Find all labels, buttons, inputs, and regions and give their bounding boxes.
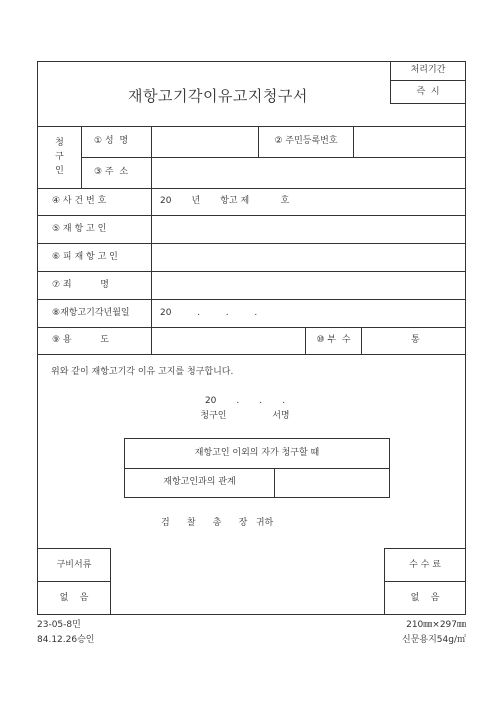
resident-number-label: ② 주민등록번호 [274, 136, 338, 146]
row-line-1 [37, 188, 466, 189]
fee-box-mid [384, 581, 466, 582]
name-label: ① 성 명 [94, 136, 129, 146]
row-line-3 [37, 243, 466, 244]
charge-label: ⑦ 죄 명 [52, 280, 109, 290]
resident-label-right [353, 126, 354, 158]
purpose-label: ⑨ 용 도 [52, 335, 109, 345]
fee-label: 수 수 료 [409, 560, 441, 570]
address-label: ③ 주 소 [94, 167, 129, 177]
docs-box-mid [37, 581, 110, 582]
footer-approval: 84.12.26승인 [37, 635, 95, 645]
copies-unit: 통 [411, 335, 420, 345]
processing-box-mid [390, 80, 466, 81]
claimant-label-char-2: 구 [55, 152, 64, 162]
processing-period-label: 처리기간 [410, 65, 446, 75]
docs-box-top [37, 548, 110, 549]
frame-right [465, 61, 466, 615]
inner-box-right [389, 438, 390, 498]
docs-box-right [110, 548, 111, 615]
claimant-label-char-3: 인 [55, 166, 64, 176]
copies-label: ⑩ 부 수 [316, 335, 351, 345]
inner-box-top [124, 438, 390, 439]
reappellant-label: ⑤ 재 항 고 인 [52, 224, 107, 234]
footer-paper-type: 신문용지54g/㎡ [402, 635, 466, 645]
processing-box-bottom [390, 103, 466, 104]
dismissal-date-value: 20 . . . [160, 308, 258, 318]
inner-box-col [274, 468, 275, 498]
other-requester-heading: 재항고인 이외의 자가 청구할 때 [194, 448, 320, 458]
row-line-2 [37, 215, 466, 216]
name-row-divider [81, 157, 466, 158]
processing-period-value: 즉 시 [416, 87, 440, 97]
label-col-divider-rows [151, 188, 152, 355]
inner-box-mid [124, 468, 390, 469]
fee-box-top [384, 548, 466, 549]
case-number-label: ④ 사 건 번 호 [52, 196, 107, 206]
dismissal-date-label: ⑧재항고기각년월일 [52, 308, 130, 318]
addressee: 검 찰 총 장 귀하 [161, 518, 274, 528]
row-line-5 [37, 299, 466, 300]
documents-value: 없 음 [59, 593, 89, 603]
copies-label-right [361, 327, 362, 355]
frame-top [37, 61, 466, 62]
footer-paper-size: 210㎜×297㎜ [406, 620, 466, 630]
row-line-4 [37, 271, 466, 272]
row-line-7 [37, 354, 466, 355]
footer-form-code: 23-05-8민 [37, 620, 81, 630]
page-title: 재항고기각이유고지청구서 [128, 87, 308, 105]
row-line-6 [37, 327, 466, 328]
reappellee-label: ⑥ 피 재 항 고 인 [52, 252, 118, 262]
case-number-value: 20 년 항고 제 호 [160, 196, 290, 206]
documents-label: 구비서류 [56, 560, 92, 570]
inner-box-bottom [124, 497, 390, 498]
label-col-divider-top [151, 126, 152, 188]
relationship-label: 재항고인과의 관계 [163, 477, 236, 487]
fee-box-left [384, 548, 385, 615]
inner-box-left [124, 438, 125, 498]
claimant-label-char-1: 청 [55, 138, 64, 148]
title-divider [37, 126, 466, 127]
request-statement: 위와 같이 재항고기각 이유 고지를 청구합니다. [51, 367, 234, 377]
signer-line: 청구인 서명 [200, 411, 290, 421]
fee-value: 없 음 [410, 593, 440, 603]
request-date: 20 . . . [204, 396, 286, 406]
frame-bottom [37, 614, 466, 615]
